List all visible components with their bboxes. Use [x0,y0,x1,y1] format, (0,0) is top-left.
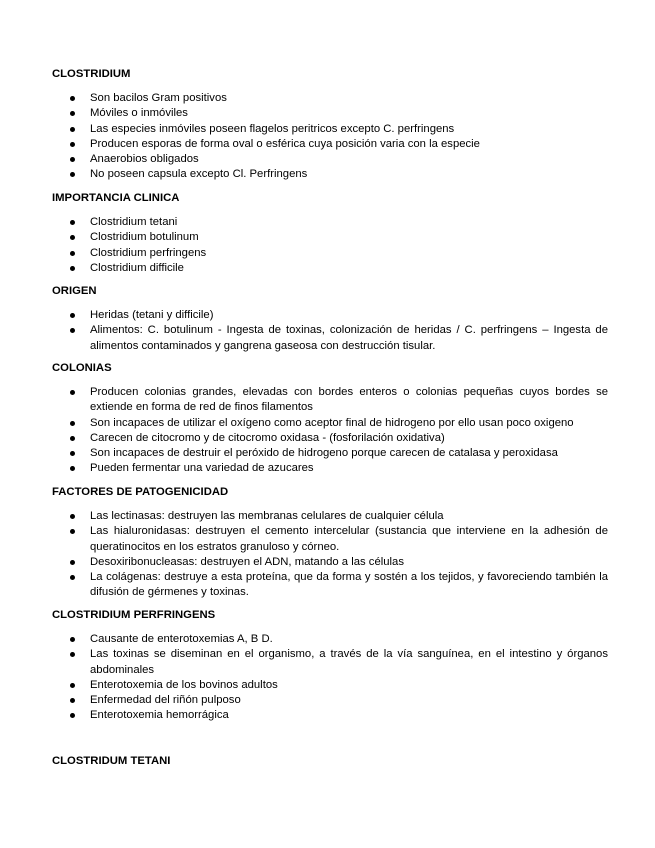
list-item: No poseen capsula excepto Cl. Perfringens [52,167,608,182]
list-item: Son incapaces de destruir el peróxido de hidrogeno porque carecen de catalasa y peroxidasa [52,446,608,461]
section-importancia-clinica [52,191,608,276]
list-item: Son incapaces de utilizar el oxígeno como aceptor final de hidrogeno por ello usan poco oxigeno [52,416,608,431]
section-heading: FACTORES DE PATOGENICIDAD [52,486,229,498]
list-item: Producen colonias grandes, elevadas con bordes enteros o colonias pequeñas cuyos bordes se extiende en forma de red de finos filamentos [52,385,608,416]
list-item: Son bacilos Gram positivos [52,91,608,106]
section-heading: ORIGEN [52,285,97,297]
bullet-list [52,91,608,183]
section-heading: COLONIAS [52,362,112,374]
list-item: Las especies inmóviles poseen flagelos peritricos excepto C. perfringens [52,122,608,137]
section-heading: CLOSTRIDUM TETANI [52,755,171,767]
section-factores-patogenicidad [52,485,608,601]
list-item: La colágenas: destruye a esta proteína, que da forma y sostén a los tejidos, y favoreciendo también la difusión de gérmenes y toxinas. [52,570,608,601]
list-item: Clostridium tetani [52,215,608,230]
section-colonias [52,361,608,477]
list-item: Heridas (tetani y difficile) [52,308,608,323]
section-heading: CLOSTRIDIUM PERFRINGENS [52,609,216,621]
list-item: Producen esporas de forma oval o esférica cuya posición varia con la especie [52,137,608,152]
list-item: Clostridium difficile [52,261,608,276]
list-item: Las hialuronidasas: destruyen el cemento intercelular (sustancia que interviene en la adhesión de queratinocitos en los estratos granuloso y córneo. [52,524,608,555]
list-item: Carecen de citocromo y de citocromo oxidasa - (fosforilación oxidativa) [52,431,608,446]
list-item: Las lectinasas: destruyen las membranas celulares de cualquier célula [52,509,608,524]
bullet-list [52,509,608,601]
bullet-list [52,385,608,477]
list-item: Anaerobios obligados [52,152,608,167]
section-heading: IMPORTANCIA CLINICA [52,192,180,204]
list-item: Alimentos: C. botulinum - Ingesta de toxinas, colonización de heridas / C. perfringens – Ingesta de alimentos contaminados y gangrena gaseosa con destrucción tisular. [52,323,608,354]
list-item: Clostridium botulinum [52,230,608,245]
section-heading: CLOSTRIDIUM [52,68,131,80]
bullet-list [52,215,608,276]
list-item: Las toxinas se diseminan en el organismo, a través de la vía sanguínea, en el intestino y órganos abdominales [52,647,608,678]
list-item: Clostridium perfringens [52,246,608,261]
list-item: Enterotoxemia de los bovinos adultos [52,678,608,693]
list-item: Enfermedad del riñón pulposo [52,693,608,708]
list-item: Móviles o inmóviles [52,106,608,121]
list-item: Causante de enterotoxemias A, B D. [52,632,608,647]
list-item: Pueden fermentar una variedad de azucares [52,461,608,476]
section-clostridum-tetani [52,754,608,769]
section-clostridium-perfringens [52,608,608,724]
bullet-list [52,632,608,724]
list-item: Enterotoxemia hemorrágica [52,708,608,723]
bullet-list [52,308,608,354]
section-origen [52,284,608,354]
list-item: Desoxiribonucleasas: destruyen el ADN, matando a las células [52,555,608,570]
section-clostridium [52,67,608,183]
